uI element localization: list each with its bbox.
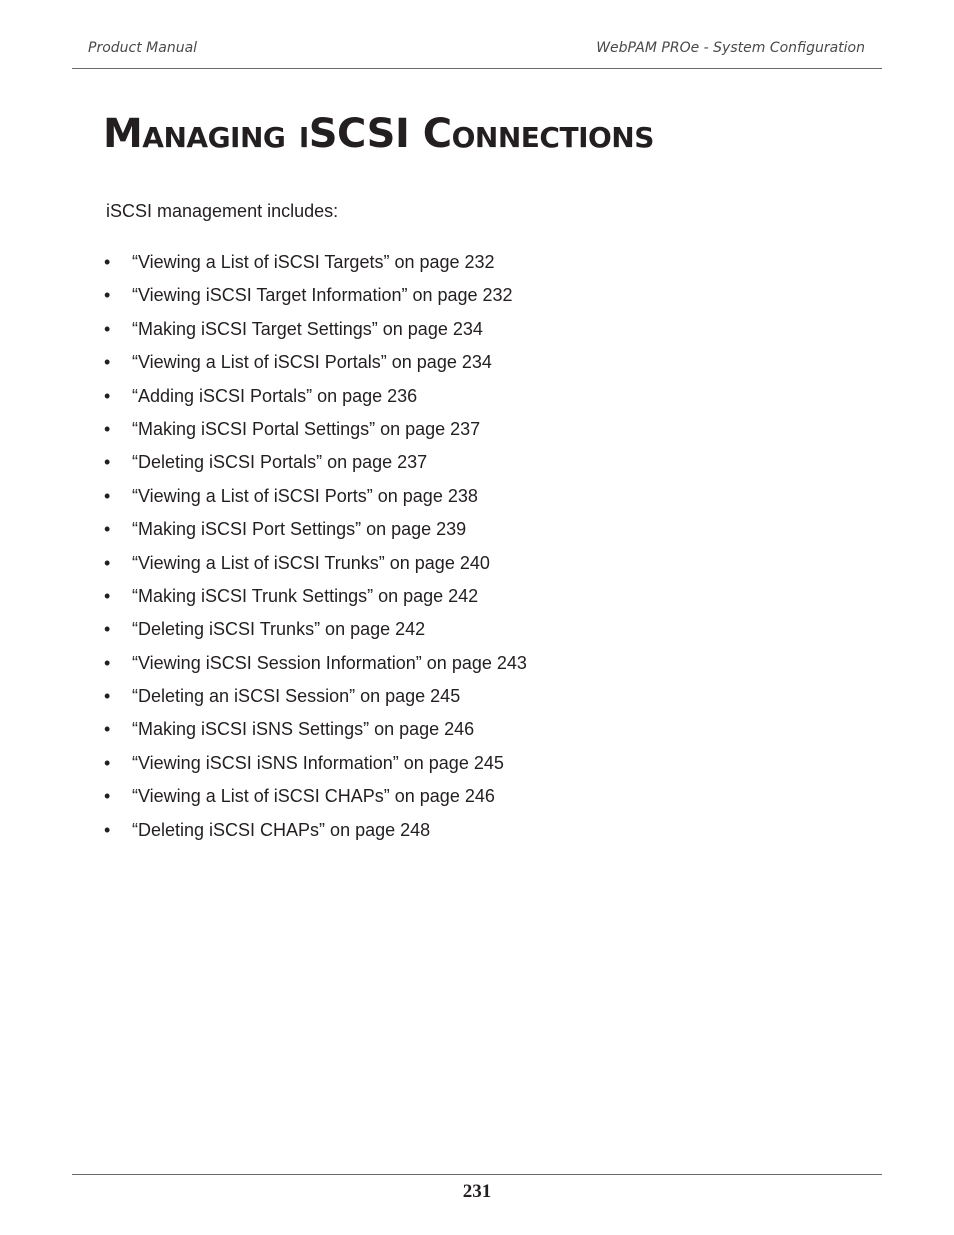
footer-divider — [72, 1174, 882, 1175]
cross-reference-link[interactable]: “Deleting iSCSI CHAPs” on page 248 — [132, 819, 431, 840]
bullet-icon: • — [104, 552, 111, 573]
bullet-icon: • — [104, 585, 111, 606]
cross-reference-link[interactable]: “Deleting an iSCSI Session” on page 245 — [132, 686, 461, 707]
cross-reference-link[interactable]: “Deleting iSCSI Portals” on page 237 — [132, 452, 428, 473]
page-number: 231 — [462, 1181, 492, 1202]
cross-reference-link[interactable]: “Viewing a List of iSCSI Trunks” on page 240 — [132, 552, 490, 573]
bullet-icon: • — [104, 652, 111, 673]
bullet-icon: • — [104, 686, 111, 707]
bullet-icon: • — [104, 352, 111, 373]
cross-reference-link[interactable]: “Viewing iSCSI iSNS Information” on page 245 — [132, 752, 504, 773]
cross-reference-link[interactable]: “Viewing a List of iSCSI Targets” on page 232 — [132, 252, 495, 272]
bullet-icon: • — [104, 819, 111, 840]
cross-reference-link[interactable]: “Making iSCSI Trunk Settings” on page 242 — [132, 585, 479, 606]
cross-reference-link[interactable]: “Viewing iSCSI Session Information” on page 243 — [132, 652, 527, 673]
cross-reference-link[interactable]: “Deleting iSCSI Trunks” on page 242 — [132, 619, 426, 640]
bullet-icon: • — [104, 485, 111, 506]
cross-reference-link[interactable]: “Viewing a List of iSCSI Ports” on page 238 — [132, 485, 478, 506]
bullet-icon: • — [104, 318, 111, 339]
bullet-icon: • — [104, 786, 111, 807]
bullet-icon: • — [104, 418, 111, 439]
bullet-icon: • — [104, 752, 111, 773]
cross-reference-link[interactable]: “Viewing iSCSI Target Information” on page 232 — [132, 285, 513, 306]
cross-reference-link[interactable]: “Making iSCSI Portal Settings” on page 237 — [132, 418, 481, 439]
running-header-left: Product Manual — [88, 40, 198, 56]
bullet-icon: • — [104, 385, 111, 406]
running-header-right: WebPAM PROe - System Configuration — [596, 40, 865, 56]
bullet-icon: • — [104, 519, 111, 540]
header-divider — [72, 68, 882, 69]
intro-text: iSCSI management includes: — [106, 201, 339, 221]
bullet-icon: • — [104, 619, 111, 640]
bullet-icon: • — [104, 252, 111, 272]
cross-reference-link[interactable]: “Making iSCSI iSNS Settings” on page 246 — [132, 719, 475, 740]
cross-reference-link[interactable]: “Viewing a List of iSCSI Portals” on page 234 — [132, 352, 492, 373]
cross-reference-link[interactable]: “Making iSCSI Port Settings” on page 239 — [132, 519, 467, 540]
page-title: Managing iSCSI Connections — [103, 111, 654, 157]
bullet-icon: • — [104, 452, 111, 473]
cross-reference-link[interactable]: “Making iSCSI Target Settings” on page 234 — [132, 318, 483, 339]
bullet-icon: • — [104, 719, 111, 740]
cross-reference-link[interactable]: “Adding iSCSI Portals” on page 236 — [132, 385, 418, 406]
bullet-icon: • — [104, 285, 111, 306]
cross-reference-link[interactable]: “Viewing a List of iSCSI CHAPs” on page 246 — [132, 786, 495, 807]
